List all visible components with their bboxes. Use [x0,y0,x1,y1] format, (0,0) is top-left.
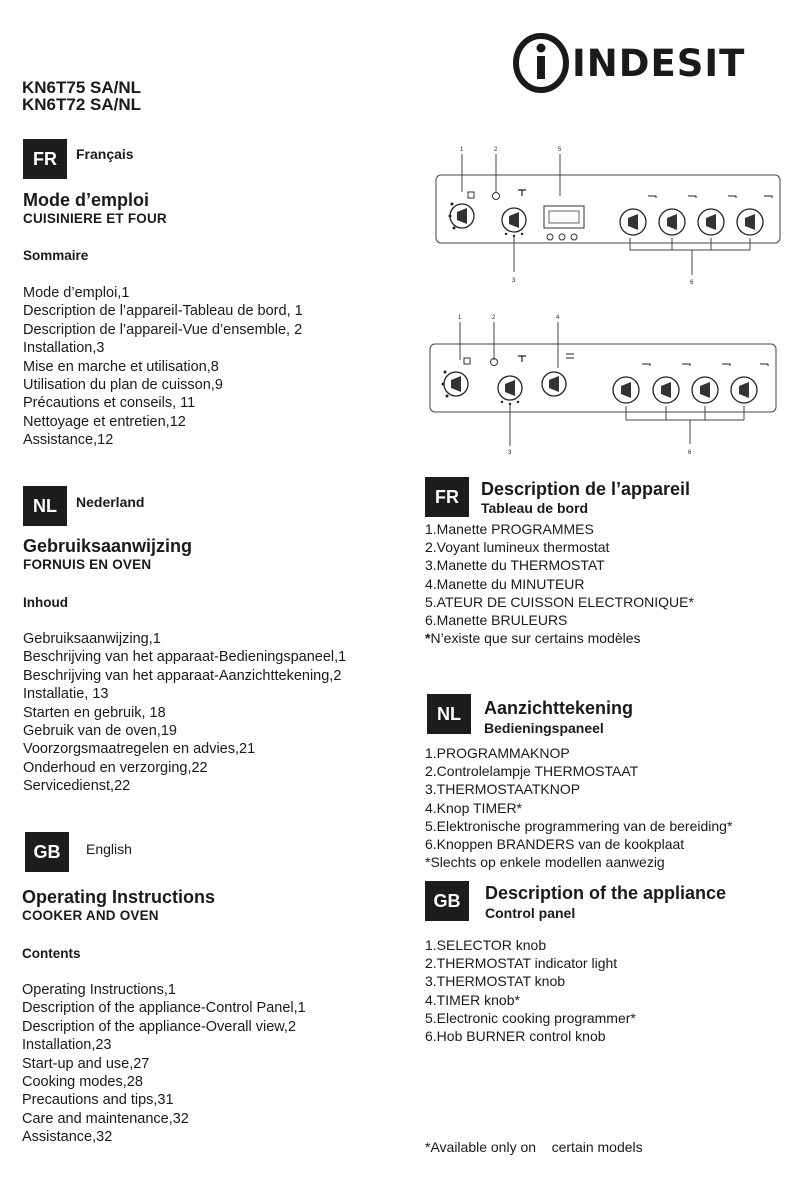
callout-label: 3 [512,278,516,284]
toc-list-fr [23,284,303,450]
toc-heading-nl: Inhoud [23,595,68,610]
desc-item: 5.Elektronische programmering van de bereiding* [425,817,733,834]
toc-item: Starten en gebruik, 18 [23,704,166,721]
thermostat-knob-icon [502,208,526,237]
desc-item: 6.Hob BURNER control knob [425,1028,606,1045]
toc-item: Operating Instructions,1 [22,982,176,998]
desc-title-nl: Aanzichttekening [484,698,634,718]
toc-item: Description de l’appareil-Tableau de bord, 1 [23,303,303,320]
burner-knob-icon [620,196,656,235]
desc-title-gb: Description of the appliance [485,883,727,903]
desc-note: *Slechts op enkele modellen aanwezig [425,854,665,871]
desc-title-fr: Description de l’appareil [481,479,691,499]
note-text: N’existe que sur certains modèles [430,630,641,647]
toc-item: Installation,23 [22,1037,112,1054]
toc-item: Mode d’emploi,1 [23,285,130,301]
toc-item: Assistance,32 [22,1129,113,1146]
section-title-fr: Mode d’emploi [23,190,149,210]
model-number-2: KN6T72 SA/NL [22,95,142,114]
section-subtitle-gb: COOKER AND OVEN [22,908,159,923]
toc-item: Precautions and tips,31 [22,1092,174,1109]
callout-label: 1 [460,147,464,153]
toc-item: Mise en marche et utilisation,8 [23,358,219,375]
brand-name: INDESIT [572,42,746,85]
toc-item: Onderhoud en verzorging,22 [23,759,208,776]
desc-item: 5.ATEUR DE CUISSON ELECTRONIQUE* [425,593,694,610]
desc-subtitle-fr: Tableau de bord [481,500,589,516]
toc-item: Gebruiksaanwijzing,1 [23,631,161,647]
desc-item: 1.Manette PROGRAMMES [425,521,594,537]
model-number-1: KN6T75 SA/NL [22,78,142,97]
desc-item: 6.Knoppen BRANDERS van de kookplaat [425,836,685,853]
toc-item: Beschrijving van het apparaat-Bedieningspaneel,1 [23,649,347,666]
selector-knob-icon [442,371,469,398]
programmer-display-icon [544,206,584,240]
lang-badge-right-gb: GB [425,881,469,921]
desc-note [425,629,694,647]
callout-label: 6 [688,450,692,456]
toc-item: Description of the appliance-Control Panel,1 [22,1000,306,1017]
language-label-nl: Nederland [76,494,145,510]
control-panel-diagram-bottom [424,308,786,458]
selector-knob-icon [449,203,475,230]
burner-knob-icon [653,364,690,403]
toc-heading-gb: Contents [22,946,81,961]
indesit-logo-icon [512,32,570,94]
burner-knob-icon [731,364,768,403]
language-label-fr: Français [76,146,134,162]
section-title-nl: Gebruiksaanwijzing [23,536,193,556]
lang-badge-nl: NL [23,486,67,526]
toc-item: Installatie, 13 [23,686,109,703]
desc-list-gb [425,936,636,1045]
brand-logo [512,32,746,94]
burner-knob-icon [692,364,730,403]
desc-item: 3.Manette du THERMOSTAT [425,557,605,574]
section-title-gb: Operating Instructions [22,887,216,907]
callout-label: 6 [690,280,694,286]
toc-item: Assistance,12 [23,432,114,449]
desc-subtitle-gb: Control panel [485,905,576,921]
callout-label: 4 [556,315,560,321]
desc-item: 3.THERMOSTAATKNOP [425,781,581,798]
toc-item: Description of the appliance-Overall view,2 [22,1018,297,1035]
callout-label: 3 [508,450,512,456]
section-subtitle-fr: CUISINIERE ET FOUR [23,211,167,226]
lang-badge-fr: FR [23,139,67,179]
toc-item: Gebruik van de oven,19 [23,723,177,740]
desc-item: 5.Electronic cooking programmer* [425,1009,636,1026]
toc-item: Utilisation du plan de cuisson,9 [23,377,223,394]
control-panel-diagram-top [430,140,786,290]
toc-heading-fr: Sommaire [23,248,89,263]
callout-label: 5 [558,147,562,153]
burner-knob-icon [698,196,736,235]
desc-list-nl [425,744,732,871]
desc-item: 4.Manette du MINUTEUR [425,575,585,592]
toc-item: Start-up and use,27 [22,1055,150,1072]
desc-item: 3.THERMOSTAT knob [425,973,566,990]
lang-badge-gb: GB [25,832,69,872]
note-star: * [425,630,431,647]
desc-item: 6.Manette BRULEURS [425,612,568,629]
toc-item: Care and maintenance,32 [22,1110,189,1127]
lang-badge-right-fr: FR [425,477,469,517]
toc-item: Description de l’appareil-Vue d’ensemble, 2 [23,321,303,338]
burner-knob-icon [659,196,696,235]
burner-knob-icon [737,196,772,235]
language-label-gb: English [86,841,132,857]
toc-item: Nettoyage et entretien,12 [23,413,186,430]
desc-item: 1.PROGRAMMAKNOP [425,745,570,761]
footnote-gb: *Available only on certain models [425,1139,643,1155]
desc-item: 4.Knop TIMER* [425,799,523,816]
callout-label: 1 [458,315,462,321]
toc-list-gb [22,981,306,1147]
toc-item: Beschrijving van het apparaat-Aanzichttekening,2 [23,667,342,684]
callout-label: 2 [492,315,496,321]
toc-item: Cooking modes,28 [22,1074,143,1091]
callout-label: 2 [494,147,498,153]
section-subtitle-nl: FORNUIS EN OVEN [23,557,152,572]
thermostat-knob-icon [498,376,522,405]
toc-item: Servicedienst,22 [23,778,131,795]
toc-item: Précautions et conseils, 11 [23,395,196,412]
thermostat-light-icon [493,193,500,200]
burner-knob-icon [613,364,650,403]
desc-item: 4.TIMER knob* [425,991,520,1008]
lang-badge-right-nl: NL [427,694,471,734]
toc-item: Voorzorgsmaatregelen en advies,21 [23,741,256,758]
desc-subtitle-nl: Bedieningspaneel [484,720,604,736]
toc-list-nl [23,630,346,796]
desc-item: 2.Controlelampje THERMOSTAAT [425,763,639,780]
toc-item: Installation,3 [23,340,105,357]
desc-item: 1.SELECTOR knob [425,937,547,953]
desc-item: 2.THERMOSTAT indicator light [425,955,618,972]
desc-list-fr [425,520,694,647]
desc-item: 2.Voyant lumineux thermostat [425,539,610,556]
